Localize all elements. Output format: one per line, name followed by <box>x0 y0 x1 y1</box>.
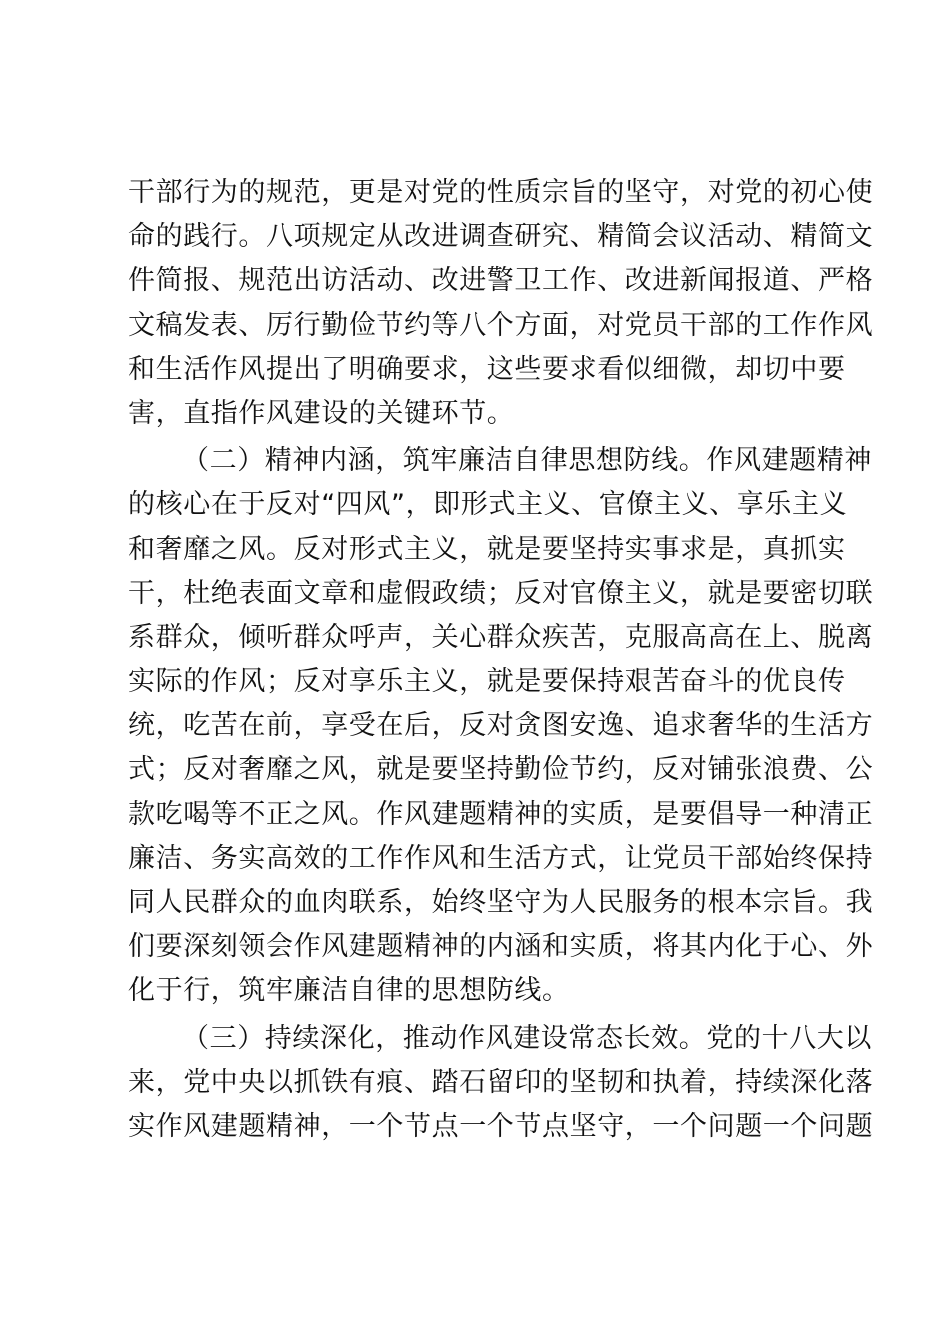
text-line: 化于行，筑牢廉洁自律的思想防线。 <box>128 975 570 1007</box>
text-line: 和生活作风提出了明确要求，这些要求看似细微，却切中要 <box>128 353 846 385</box>
text-line: 来，党中央以抓铁有痕、踏石留印的坚韧和执着，持续深化落 <box>128 1066 874 1098</box>
text-line: 系群众，倾听群众呼声，关心群众疾苦，克服高高在上、脱离 <box>128 621 874 653</box>
text-line: 们要深刻领会作风建题精神的内涵和实质，将其内化于心、外 <box>128 931 874 963</box>
text-line: 统，吃苦在前，享受在后，反对贪图安逸、追求奢华的生活方 <box>128 710 874 742</box>
text-line: 和奢靡之风。反对形式主义，就是要坚持实事求是，真抓实 <box>128 533 846 565</box>
text-line: 害，直指作风建设的关键环节。 <box>128 397 515 429</box>
text-line: 件简报、规范出访活动、改进警卫工作、改进新闻报道、严格 <box>128 265 874 297</box>
text-line: 干部行为的规范，更是对党的性质宗旨的坚守，对党的初心使 <box>128 177 874 208</box>
text-line: 的核心在于反对“四风”，即形式主义、官僚主义、享乐主义 <box>128 489 848 521</box>
text-line: 命的践行。八项规定从改进调查研究、精简会议活动、精简文 <box>128 221 874 253</box>
text-line: 文稿发表、厉行勤俭节约等八个方面，对党员干部的工作作风 <box>128 309 874 341</box>
text-line: 廉洁、务实高效的工作作风和生活方式，让党员干部始终保持 <box>128 842 874 874</box>
section-heading-line: （二）精神内涵，筑牢廉洁自律思想防线。作风建题精神 <box>182 445 872 477</box>
body-text <box>128 171 874 1149</box>
text-line: 式；反对奢靡之风，就是要坚持勤俭节约，反对铺张浪费、公 <box>128 754 874 786</box>
section-heading-line: （三）持续深化，推动作风建设常态长效。党的十八大以 <box>182 1022 872 1054</box>
text-line: 干，杜绝表面文章和虚假政绩；反对官僚主义，就是要密切联 <box>128 577 874 609</box>
text-line: 同人民群众的血肉联系，始终坚守为人民服务的根本宗旨。我 <box>128 887 874 918</box>
text-line: 实际的作风；反对享乐主义，就是要保持艰苦奋斗的优良传 <box>128 666 846 698</box>
text-line: 实作风建题精神，一个节点一个节点坚守，一个问题一个问题 <box>128 1110 874 1142</box>
text-line: 款吃喝等不正之风。作风建题精神的实质，是要倡导一种清正 <box>128 798 874 830</box>
